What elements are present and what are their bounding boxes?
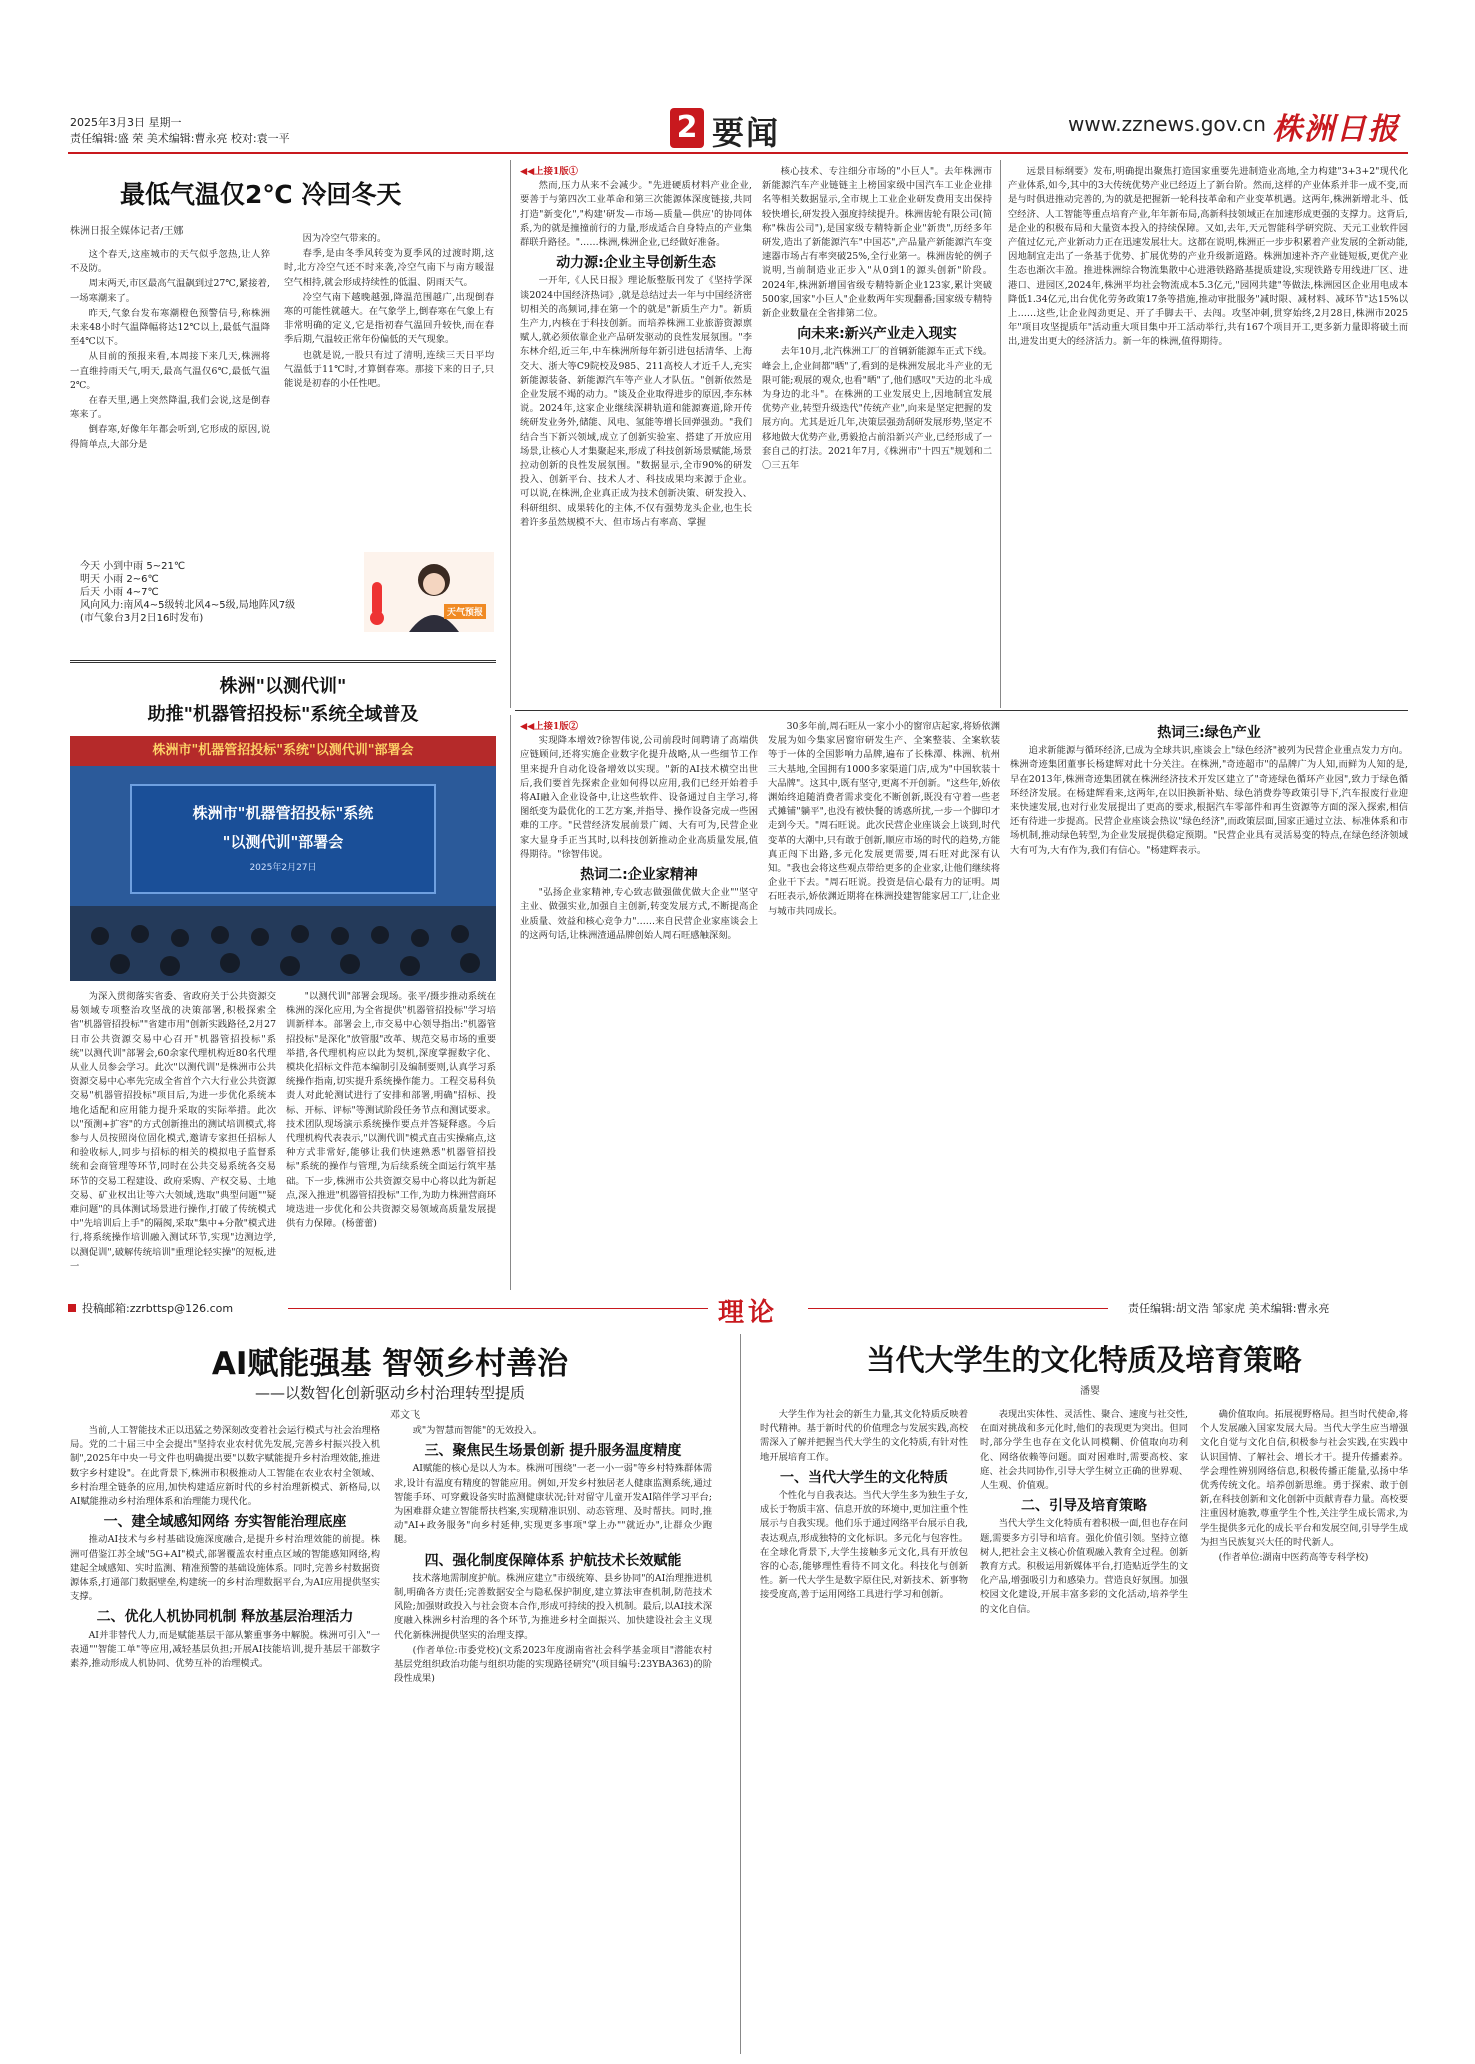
- header-rule: [68, 152, 1408, 154]
- website-url[interactable]: www.zznews.gov.cn: [1068, 112, 1266, 136]
- theory-editors: 责任编辑:胡文浩 邹家虎 美术编辑:曹永亮: [1128, 1302, 1330, 1315]
- ai-article-author: 邓文飞: [390, 1410, 420, 1421]
- weather-byline: 株洲日报全媒体记者/王娜: [70, 226, 184, 237]
- tender-column-2: "以测代训"部署会现场。张平/摄步推动系统在株洲的深化应用,为全省提供"机器管招投标"学习培训新样本。部署会上,市交易中心领导指出:"机器管招投标"是深化"放管服"改革、规范交易市场的重要举措,各代理机构应以此为契机,深度掌握数字化、模块化招标文件范本编制引及编制要则,认真学习系统操作指南,切实提升系统操作能力。工程交易科负责人对此轮测试进行了安排和部署,明确"招标、投标、开标、评标"等测试阶段任务节点和测试要求。技术团队现场演示系统操作要点并答疑释惑。今后代理机构代表表示,"以测代训"模式直击实操痛点,这种方式非常好,能够让我们快速熟悉"机器管招投标"系统的操作与管理,为后续系统全面运行筑牢基础。下一步,株洲市公共资源交易中心将以此为新起点,深入推进"机器管招投标"工作,为助力株洲营商环境迭进一步优化和公共资源交易领域高质量发展提供有力保障。(杨蕾蕾): [286, 991, 496, 1230]
- column-divider: [740, 1334, 741, 2054]
- economy-column-3: 远景目标纲要》发布,明确提出聚焦打造国家重要先进制造业高地,全力构建"3+3+2"现代化产业体系,如今,其中的3大传统优势产业已经迈上了新台阶。然而,这样的产业体系并非一成不变,而是与时俱进推动完善的,为的就是把握新一轮科技革命和产业变革机遇。这两年,株洲新增北斗、低空经济、人工智能等重点培育产业,年年新布局,高新科技领域正在加速形成更强的支撑力。这背后,是企业的积极布局和大量资本投入的持续保障。又如,去年,天元智能科学研究院、天元工业软件园产值过亿元,产业新动力正在迅速发展壮大。这都在说明,株洲正一步步积累着产业发展的全新动能,因地制宜走出了一条基于优势、扩展优势的产业升级新道路。株洲加速补齐产业链短板,更优产业生态也渐次丰盈。推进株洲综合物流集散中心进港铁路路基提质建设,实现铁路专用线进厂区、进港口、进园区,2024年,株洲平均社会物流成本5.3亿元,"园网共建"等做法,株洲园区企业用电成本降低1.34亿元,出台优化劳务政策17条等措施,推动审批服务"减时限、减材料、减环节"达15%以上……这些,让企业闯劲更足、开了手脚去干、去闯。攻坚冲刺,贯穿始终,2月28日,株洲市2025年"项目攻坚提质年"活动重大项目集中开工活动举行,共有167个项目开工,更多新力量即将破土而出,进发出更大的经济活力。新一年的株洲,值得期待。: [1008, 166, 1408, 348]
- tender-photo: [70, 736, 496, 981]
- culture-column-3: 确价值取向。拓展视野格局。担当时代使命,将个人发展融入国家发展大局。当代大学生应当增强文化自觉与文化自信,积极参与社会实践,在实践中认识国情、了解社会、增长才干。提升传播素养。学会理性辨别网络信息,积极传播正能量,弘扬中华优秀传统文化。培养创新思维。勇于探索、敢于创新,在科技创新和文化创新中贡献青春力量。高校要注重因材施教,尊重学生个性,关注学生成长需求,为学生提供多元化的成长平台和发展空间,引导学生成为担当民族复兴大任的时代新人。 (作者单位:湖南中医药高等专科学校): [1200, 1408, 1408, 2054]
- ai-author-note: (作者单位:市委党校)(文系2023年度湖南省社会科学基金项目"潜能农村基层党组织政治功能与组织功能的实现路径研究"(项目编号:23YBA363)的阶段性成果): [394, 1644, 712, 1685]
- continued-label: ◀◀上接1版②: [520, 721, 578, 732]
- tender-column-1: 为深入贯彻落实省委、省政府关于公共资源交易领域专项整治攻坚战的决策部署,积极探索全省"机器管招投标""省建市用"创新实践路径,2月27日市公共资源交易中心召开"机器管招投标"系统"以测代训"部署会,60余家代理机构近80名代理从业人员参会学习。此次"以测代训"是株洲市公共资源交易中心率先完成全省首个六大行业公共资源交易"机器管招投标"项目后,为进一步优化系统本地化适配和应用能力提升采取的实际举措。此次以"预测+扩容"的方式创新推出的测试培训模式,将参与人员按照岗位固化模式,邀请专家担任招标人和验收标人,同步与招标的相关的模拟电子监督系统和会商管理等环节,同时在公共交易系统各交易环节的交易工程建设、政府采购、产权交易、土地交易、矿业权出让等六大领域,选取"典型问题""疑难问题"的具体测试场景进行操作,打破了传统模式中"先培训后上手"的隔阂,采取"集中+分散"模式进行,将系统操作培训融入测试环节,实现"边测边学,以测促训",破解传统培训"重理论轻实操"的短板,进一: [70, 991, 276, 1272]
- screen-date: 2025年2月27日: [249, 863, 317, 873]
- column-divider: [1000, 160, 1001, 708]
- bullet-icon: [68, 1304, 76, 1312]
- theory-bar: [68, 1296, 1408, 1328]
- theory-section-title: 理论: [718, 1298, 779, 1328]
- spirit-subheading: 热词二:企业家精神: [580, 867, 698, 884]
- economy-subheading: 向未来:新兴产业走入现实: [797, 326, 957, 343]
- weather-column-2: 因为冷空气带来的。 春季,是由冬季风转变为夏季风的过渡时期,这时,北方冷空气还不时来袭,冷空气南下与南方暖湿空气相持,就会形成持续性的低温、阴雨天气。 冷空气南下越晚越强,降温范围越广,出现倒春寒的可能性就越大。在气象学上,倒春寒在气象上有非常明确的定义,它是指初春气温回升较快,而在春季后期,气温较正常年份偏低的天气现象。 也就是说,一股只有过了清明,连续三天日平均气温低于11℃时,才算倒春寒。那接下来的日子,只能说是初春的小任性吧。: [284, 233, 494, 390]
- culture-article-title: 当代大学生的文化特质及培育策略: [866, 1343, 1302, 1377]
- forecast-box: [70, 560, 362, 640]
- photo-screen: [130, 784, 436, 894]
- page-number-badge: 2: [670, 108, 704, 148]
- screen-text: 株洲市"机器管招投标"系统: [192, 804, 374, 822]
- photo-banner: 株洲市"机器管招投标"系统"以测代训"部署会: [70, 736, 496, 766]
- section-rule: [70, 660, 496, 661]
- culture-subheading: 一、当代大学生的文化特质: [780, 1469, 948, 1486]
- ai-subheading: 四、强化制度保障体系 护航技术长效赋能: [424, 1552, 682, 1569]
- spirit-subheading: 热词三:绿色产业: [1157, 725, 1261, 741]
- culture-article-author: 潘婴: [1080, 1386, 1100, 1397]
- wind-info: 风向风力:南风4~5级转北风4~5级,局地阵风7级: [80, 600, 296, 611]
- tender-title-line2: 助推"机器管招投标"系统全域普及: [147, 704, 419, 725]
- ai-article-title: AI赋能强基 智领乡村善治: [211, 1346, 569, 1382]
- spirit-column-3: 热词三:绿色产业 追求新能源与循环经济,已成为全球共识,座谈会上"绿色经济"被列为民营企业重点发力方向。株洲奇迹集团董事长杨建辉对此十分关注。在株洲,"奇迹超市"的品牌广为人知,而鲜为人知的是,早在2013年,株洲奇迹集团就在株洲经济技术开发区建立了"奇迹绿色循环产业园",致力于绿色循环经济发展。在杨建辉看来,这两年,在以旧换新补贴、绿色消费券等政策引导下,汽车报废行业迎来快速发展,也对行业发展提出了更高的要求,根据汽车零部件和再生资源等方面的深入探索,相信还有待进一步提高。民营企业座谈会热议"绿色经济",而政策层面,国家正通过立法、标准体系和市场机制,推动绿色转型,为企业发展提供稳定预期。"民营企业具有灵活易变的特点,在绿色经济领域大有可为,大有作为,我们有信心。"杨建辉表示。: [1010, 725, 1408, 856]
- audience-illustration: [70, 906, 496, 981]
- forecast-source: (市气象台3月2日16时发布): [80, 613, 204, 624]
- section-rule: [70, 662, 496, 663]
- continued-label: ◀◀上接1版①: [520, 166, 578, 177]
- weather-headline: 最低气温仅2℃ 冷回冬天: [120, 180, 402, 209]
- economy-subheading: 动力源:企业主导创新生态: [556, 255, 716, 272]
- weather-presenter: [364, 552, 494, 632]
- submission-email[interactable]: 投稿邮箱:zzrbttsp@126.com: [82, 1302, 234, 1315]
- spirit-column-2: 30多年前,周石旺从一家小小的窗帘店起家,将娇依渊发展为如今集家居窗帘研发生产、全案整装、全案软装等于一体的全国影响力品牌,遍布了长株潭、株洲、杭州三大基地,全国拥有1000多家渠道门店,成为"中国软装十大品牌"。这其中,既有坚守,更离不开创新。"这些年,娇依渊始终追随消费者需求变化不断创新,既没有守着一些老式摊铺"躺平",也没有被快餐的诱惑所扰,一步一个脚印才走到今天。"周石旺说。此次民营企业座谈会上谈到,时代变革的大潮中,只有敢于创新,顺应市场的时代的趋势,方能真正闯下出路,多元化发展更需要,周石旺对此深有认知。"我也会将这些观点带给更多的企业家,让他们继续将企业干下去。"周石旺说。投资是信心最有力的证明。周石旺表示,娇依渊近期将在株洲投建智能家居工厂,让企业与城市共同成长。: [768, 721, 1000, 917]
- presenter-avatar: [364, 552, 494, 632]
- economy-column-1: ◀◀上接1版① 然而,压力从来不会减少。"先进硬质材料产业企业,要善于与第四次工业革命和第三次能源体深度链接,共同打造"新变化","构建'研发—市场—质量—供应'的协同体系,为的就是撞撞前行的力量,形成适合自身特点的产业集群联升路径。"……株洲,株洲企业,已经做好准备。 动力源:企业主导创新生态 一开年,《人民日报》理论版整版刊发了《坚持学深谈2024中国经济热词》,就是总结过去一年与中国经济密切相关的高频词,排在第一个的就是"新质生产力"。新质生产力,内核在于科技创新。而培养株洲工业旅游资源禀赋人,就必须依靠企业产品研发驱动的良性发展氛围。"李东林介绍,近三年,中车株洲所每年新引进包括清华、上海交大、浙大等C9院校及985、211高校人才近千人,充实新能源装备、新能源汽车等产业人才队伍。"创新依然是企业发展不竭的动力。"谈及企业取得进步的原因,李东林说。2024年,这家企业继续深耕轨道和能源赛道,除开传统研发业务外,储能、风电、氢能等增长回弹强劲。"我们结合当下新兴领域,成立了创新实验室、搭建了开放应用场景,让核心人才集聚起来,形成了科技创新场景赋能,场景拉动创新的良性发展氛围。"数据显示,全市90%的研发投入、创新平台、技术人才、科技成果均来源于企业。可以说,在株洲,企业真正成为技术创新决策、研发投入、科研组织、成果转化的主体,不仅有强势龙头企业,也生长着许多虽然规模不大、但市场占有率高、掌握: [520, 166, 752, 528]
- ai-subheading: 一、建全域感知网络 夯实智能治理底座: [103, 1514, 347, 1531]
- column-divider: [510, 715, 511, 1290]
- economy-column-2: 核心技术、专注细分市场的"小巨人"。去年株洲市新能源汽车产业链链主上榜国家级中国汽车工业企业排名等相关数据显示,全市规上工业企业研发费用支出保持较快增长,研发投入强度持续提升。株洲齿轮有限公司(简称"株齿公司"),是国家级专精特新企业"新贵",历经多年研发,造出了新能源汽车"中国芯",产品量产新能源汽车变速器市场占有率突破25%,全行业第一。株洲齿轮的例子说明,当前制造业正步入"从0到1的源头创新"阶段。2024年,株洲新增国省级专精特新企业123家,累计突破500家,国家"小巨人"企业数两年实现翻番;国家级专精特新企业数量在全省排第二位。 向未来:新兴产业走入现实 去年10月,北汽株洲工厂的首辆新能源车正式下线。峰会上,企业间都"晒"了,看到的是株洲发展北斗产业的无限可能;观展的观众,也看"晒"了,他们感叹"天边的北斗成为身边的北斗"。在株洲的工业发展史上,因地制宜发展优势产业,转型升级迭代"传统产业",向来是坚定把握的发展方向。尤其是近几年,决策层强劲刮研发展形势,坚定不移地做大优势产业,勇毅抢占前沿新兴产业,已经形成了一套自己的打法。2021年7月,《株洲市"十四五"规划和二〇三五年: [762, 166, 992, 472]
- ai-column-1: 当前,人工智能技术正以迅猛之势深刻改变着社会运行模式与社会治理格局。党的二十届三中全会提出"坚持农业农村优先发展,完善乡村振兴投入机制",2025年中央一号文件也明确提出要"以数字赋能提升乡村治理效能,推进数字乡村建设"。在此背景下,株洲市积极推动人工智能在农业农村全领域、乡村治理全链条的应用,加快构建适应新时代的乡村治理新模式、新格局,以AI赋能推动乡村治理体系和治理能力现代化。 一、建全域感知网络 夯实智能治理底座 推动AI技术与乡村基础设施深度融合,是提升乡村治理效能的前提。株洲可借鉴江苏全域"5G+AI"模式,部署覆盖农村重点区域的智能感知网络,构建起全域感知、实时监测、精准预警的基础设施体系。同时,完善乡村数据资源体系,打通部门数据壁垒,构建统一的乡村治理数据平台,为AI应用提供坚实支撑。 二、优化人机协同机制 释放基层治理活力 AI并非替代人力,而是赋能基层干部从繁重事务中解脱。株洲可引入"一表通""智能工单"等应用,减轻基层负担;开展AI技能培训,提升基层干部数字素养,推动形成人机协同、优势互补的治理模式。: [70, 1425, 380, 1670]
- column-divider: [510, 160, 511, 708]
- section-rule: [515, 710, 1408, 711]
- section-title: 要闻: [712, 114, 781, 152]
- spirit-column-1: ◀◀上接1版② 实现降本增效?徐智伟说,公司前段时间聘请了高端供应链顾问,还将实施企业数字化提升战略,从一些细节工作里来提升自动化设备增效以实现。"新的AI技术横空出世后,我们要首先探索企业如何得以应用,我们已经开始着手将AI融入企业设备中,让这些软件、设备通过自主学习,将图纸变为最优化的工艺方案,并指导、操作设备完成一些困难的工序。"民营经济发展前景广阔、大有可为,民营企业家大显身手正当其时,以科技创新推动企业高质量发展,值得期待。"徐智伟说。 热词二:企业家精神 "弘扬企业家精神,专心致志做强做优做大企业""坚守主业、做强实业,加强自主创新,转变发展方式,不断提高企业质量、效益和核心竞争力"……来自民营企业家座谈会上的这两句话,让株洲渣通品牌创始人周石旺感触深刻。: [520, 721, 758, 941]
- culture-column-1: 大学生作为社会的新生力量,其文化特质反映着时代精神。基于新时代的价值理念与发展实践,高校需深入了解并把握当代大学生的文化特质,有针对性地开展培育工作。 一、当代大学生的文化特质 个性化与自我表达。当代大学生多为独生子女,成长于物质丰富、信息开放的环境中,更加注重个性展示与自我实现。他们乐于通过网络平台展示自我,表达观点,形成独特的文化标识。多元化与包容性。在全球化背景下,大学生接触多元文化,具有开放包容的心态,能够理性看待不同文化。科技化与创新性。新一代大学生是数字原住民,对新技术、新事物接受度高,善于运用网络工具进行学习和创新。: [760, 1409, 968, 1601]
- culture-column-2: 表现出实体性、灵活性、聚合、速度与社交性,在面对挑战和多元化时,他们的表现更为突出。但同时,部分学生也存在文化认同模糊、价值取向功利化、网络依赖等问题。面对困难时,需要高校、家庭、社会共同协作,引导大学生树立正确的世界观、人生观、价值观。 二、引导及培育策略 当代大学生文化特质有着积极一面,但也存在问题,需要多方引导和培育。强化价值引领。坚持立德树人,把社会主义核心价值观融入教育全过程。创新教育方式。积极运用新媒体平台,打造贴近学生的文化产品,增强吸引力和感染力。营造良好氛围。加强校园文化建设,开展丰富多彩的文化活动,培养学生的文化自信。: [980, 1409, 1188, 1615]
- issue-date: 2025年3月3日 星期一: [70, 116, 182, 129]
- weather-column-1: 这个春天,这座城市的天气似乎忽热,让人猝不及防。 周末两天,市区最高气温飙到过27℃,紧接着,一场寒潮来了。 昨天,气象台发布寒潮橙色预警信号,称株洲未来48小时气温降幅将达12℃以上,最低气温降至4℃以下。 从目前的预报来看,本周接下来几天,株洲将一直维持雨天气,明天,最高气温仅6℃,最低气温2℃。 在春天里,遇上突然降温,我们会说,这是倒春寒来了。 倒春寒,好像年年都会听到,它形成的原因,说得简单点,大部分是: [70, 249, 270, 450]
- forecast-row: 今天 小到中雨 5~21℃: [80, 561, 186, 572]
- masthead-logo: 株洲日报: [1272, 112, 1400, 147]
- screen-text: "以测代训"部署会: [222, 833, 344, 851]
- culture-subheading: 二、引导及培育策略: [1021, 1498, 1147, 1515]
- bar-rule: [288, 1308, 708, 1309]
- tender-title-line1: 株洲"以测代训": [219, 676, 347, 697]
- bar-rule: [808, 1308, 1108, 1309]
- avatar-label: 天气预报: [444, 604, 486, 619]
- ai-column-2: 或"为智慧而智能"的无效投入。 三、聚焦民生场景创新 提升服务温度精度 AI赋能的核心是以人为本。株洲可围绕"一老一小一弱"等乡村特殊群体需求,设计有温度有精度的智能应用。例如,开发乡村独居老人健康监测系统,通过智能手环、可穿戴设备实时监测健康状况;针对留守儿童开发AI陪伴学习平台;为困难群众建立智能帮扶档案,实现精准识别、动态管理、及时帮扶。同时,推动"AI+政务服务"向乡村延伸,实现更多事项"掌上办""就近办",让群众少跑腿。 四、强化制度保障体系 护航技术长效赋能 技术落地需制度护航。株洲应建立"市级统筹、县乡协同"的AI治理推进机制,明确各方责任;完善数据安全与隐私保护制度,建立算法审查机制,防范技术风险;加强财政投入与社会资本合作,形成可持续的投入机制。最后,以AI技术深度融入株洲乡村治理的各个环节,为推进乡村全面振兴、加快建设社会主义现代化新株洲提供坚实的治理支撑。 (作者单位:市委党校)(文系2023年度湖南省社会科学基金项目"潜能农村基层党组织政治功能与组织功能的实现路径研究"(项目编号:23YBA363)的阶段性成果): [394, 1424, 712, 2054]
- ai-subheading: 三、聚焦民生场景创新 提升服务温度精度: [424, 1443, 682, 1460]
- page-editors: 责任编辑:盛 荣 美术编辑:曹永亮 校对:袁一平: [70, 132, 290, 145]
- forecast-row: 明天 小雨 2~6℃: [80, 574, 159, 585]
- culture-author-note: (作者单位:湖南中医药高等专科学校): [1218, 1552, 1369, 1564]
- ai-article-subtitle: ——以数智化创新驱动乡村治理转型提质: [254, 1384, 525, 1402]
- ai-subheading: 二、优化人机协同机制 释放基层治理活力: [96, 1609, 354, 1626]
- forecast-row: 后天 小雨 4~7℃: [80, 587, 159, 598]
